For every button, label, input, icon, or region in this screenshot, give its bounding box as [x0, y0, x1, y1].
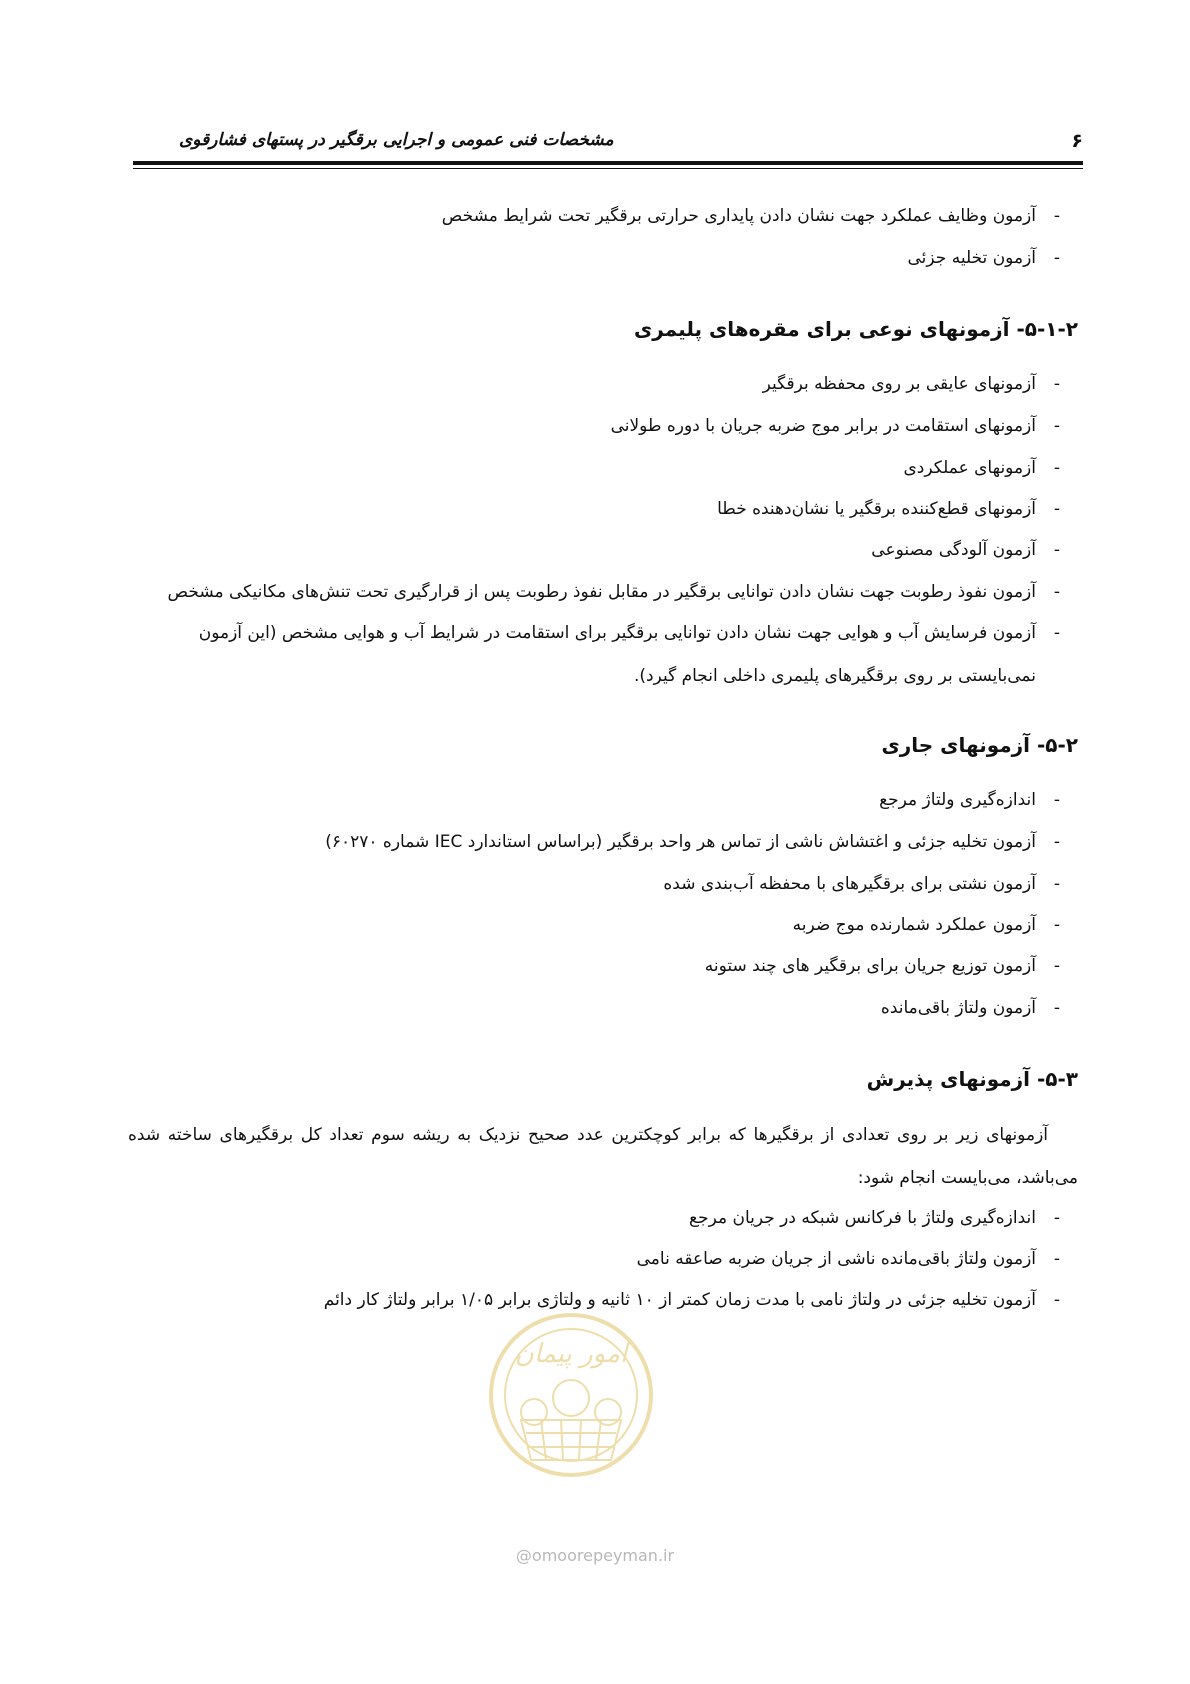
list-item [689, 1207, 1078, 1229]
section-heading: ۵-۲- آزمونهای جاری [881, 733, 1078, 757]
list-item [325, 831, 1078, 853]
bullet-dash: - [1053, 540, 1061, 560]
list-item-text: آزمون عملکرد شمارنده موج ضربه [792, 915, 1036, 935]
header-rule-thin [133, 168, 1083, 169]
list-item [637, 1248, 1078, 1270]
bullet-dash: - [1053, 374, 1061, 394]
list-item-text: آزمون تخلیه جزئی در ولتاژ نامی با مدت زمان کمتر از ۱۰ ثانیه و ولتاژی برابر ۱/۰۵ برابر ولتاژ کار دائم [323, 1290, 1036, 1310]
bullet-dash: - [1053, 874, 1061, 894]
section-heading: ۵-۱-۲- آزمونهای نوعی برای مقره‌های پلیمری [633, 317, 1078, 341]
bullet-dash: - [1053, 248, 1061, 268]
list-item [908, 247, 1078, 269]
header-rule-thick [133, 161, 1083, 165]
watermark-url: @omoorepeyman.ir [515, 1546, 675, 1565]
list-item-text: آزمونهای قطع‌کننده برقگیر یا نشان‌دهنده خطا [717, 499, 1036, 519]
list-item [717, 498, 1078, 520]
list-item-text: آزمون توزیع جریان برای برقگیر های چند ستونه [704, 956, 1036, 976]
page-number: ۶ [1071, 130, 1083, 152]
section-heading: ۵-۳- آزمونهای پذیرش [866, 1067, 1078, 1091]
list-item-text: آزمون وظایف عملکرد جهت نشان دادن پایداری حرارتی برقگیر تحت شرایط مشخص [441, 206, 1036, 226]
list-item [324, 1289, 1078, 1311]
list-item-text: آزمونهای عایقی بر روی محفظه برقگیر [762, 374, 1036, 394]
list-item [611, 415, 1078, 437]
list-item-text: آزمونهای استقامت در برابر موج ضربه جریان با دوره طولانی [610, 416, 1036, 436]
list-item [128, 612, 1078, 698]
watermark-stamp-icon [486, 1310, 656, 1480]
list-item [903, 457, 1078, 479]
bullet-dash: - [1053, 623, 1061, 643]
list-item [663, 873, 1078, 895]
list-item [705, 955, 1078, 977]
svg-text:امور پیمان: امور پیمان [514, 1339, 628, 1369]
bullet-dash: - [1053, 458, 1061, 478]
list-item [879, 789, 1078, 811]
list-item-text: آزمون ولتاژ باقی‌مانده [880, 998, 1036, 1018]
list-item-text: آزمون نفوذ رطوبت جهت نشان دادن توانایی برقگیر در مقابل نفوذ رطوبت پس از قرارگیری تحت تنش‌های مکانیکی مشخص [167, 582, 1036, 602]
bullet-dash: - [1053, 1208, 1061, 1228]
list-item [881, 997, 1078, 1019]
list-item [442, 205, 1078, 227]
running-title: مشخصات فنی عمومی و اجرایی برقگیر در پستهای فشارقوی [179, 130, 614, 150]
list-item-text: آزمون تخلیه جزئی و اغتشاش ناشی از تماس هر واحد برقگیر (براساس استاندارد IEC شماره ۶۰۲۷۰) [325, 832, 1036, 852]
section-paragraph: آزمونهای زیر بر روی تعدادی از برقگیرها که برابر کوچکترین عدد صحیح نزدیک به ریشه سوم تعداد کل برقگیرهای ساخته شده می‌باشد، می‌بایست انجام شود: [128, 1125, 1078, 1188]
bullet-dash: - [1053, 499, 1061, 519]
bullet-dash: - [1053, 582, 1061, 602]
list-item [168, 581, 1078, 603]
list-item [793, 914, 1078, 936]
list-item-text: آزمون نشتی برای برقگیرهای با محفظه آب‌بندی شده [663, 874, 1036, 894]
bullet-dash: - [1053, 998, 1061, 1018]
bullet-dash: - [1053, 956, 1061, 976]
list-item-text: آزمون آلودگی مصنوعی [871, 540, 1036, 560]
bullet-dash: - [1053, 790, 1061, 810]
bullet-dash: - [1053, 832, 1061, 852]
bullet-dash: - [1053, 206, 1061, 226]
list-item-text: آزمونهای عملکردی [903, 458, 1036, 478]
bullet-dash: - [1053, 915, 1061, 935]
list-item-text: اندازه‌گیری ولتاژ مرجع [879, 790, 1036, 810]
list-item-text: اندازه‌گیری ولتاژ با فرکانس شبکه در جریان مرجع [689, 1208, 1036, 1228]
list-item-continuation: نمی‌بایستی بر روی برقگیرهای پلیمری داخلی انجام گیرد). [633, 666, 1036, 686]
bullet-dash: - [1053, 1290, 1061, 1310]
bullet-dash: - [1053, 416, 1061, 436]
list-item [763, 373, 1078, 395]
list-item [871, 539, 1078, 561]
list-item-text: آزمون ولتاژ باقی‌مانده ناشی از جریان ضربه صاعقه نامی [636, 1249, 1036, 1269]
list-item-text: آزمون فرسایش آب و هوایی جهت نشان دادن توانایی برقگیر برای استقامت در شرایط آب و هوایی مشخص (این آزمون [198, 623, 1036, 643]
bullet-dash: - [1053, 1249, 1061, 1269]
list-item-text: آزمون تخلیه جزئی [907, 248, 1036, 268]
